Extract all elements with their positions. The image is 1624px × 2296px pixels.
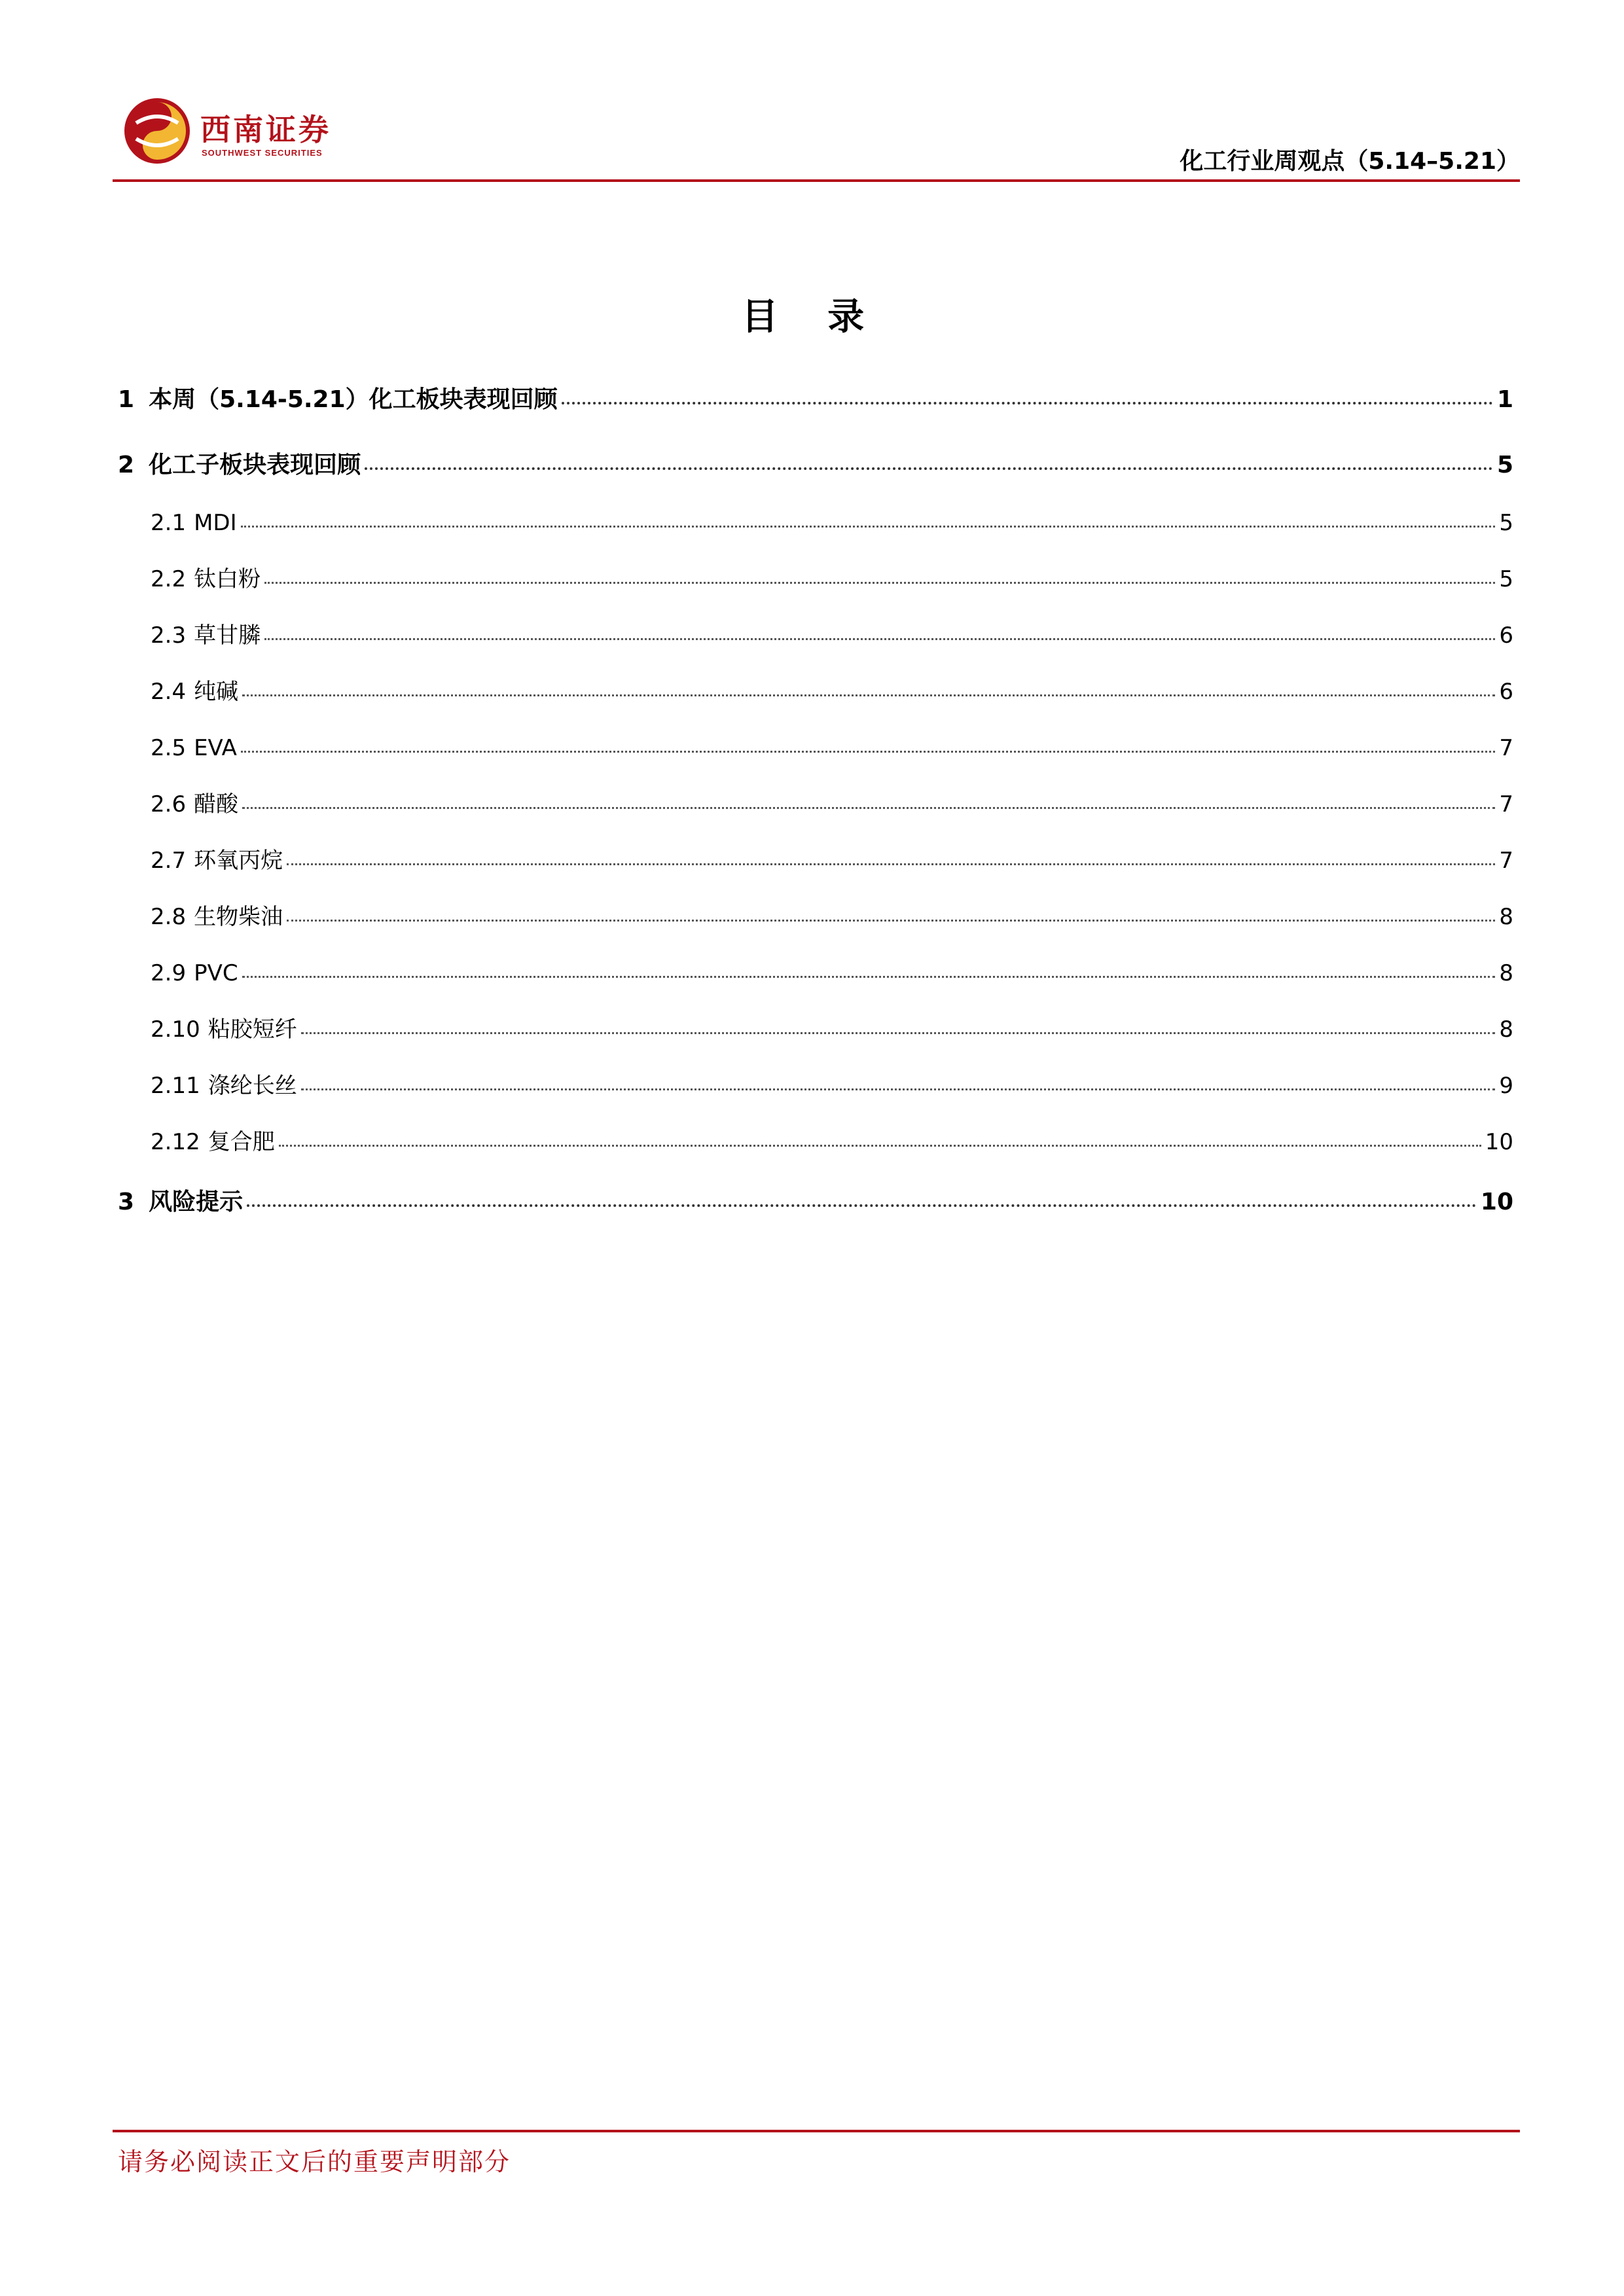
toc-entry-2-10[interactable] (151, 1013, 1513, 1046)
toc-entry-page: 8 (1499, 904, 1513, 930)
toc-leader-dots (242, 807, 1495, 809)
toc-entry-text: MDI (194, 510, 237, 536)
toc-entry-2-6[interactable] (151, 788, 1513, 821)
toc-entry-page: 8 (1499, 960, 1513, 986)
toc-leader-dots (279, 1145, 1481, 1147)
toc-entry-text: 风险提示 (149, 1189, 244, 1215)
toc-leader-dots (287, 920, 1495, 922)
toc-entry-2-2[interactable] (151, 563, 1513, 596)
logo-chinese-name: 西南证券 (200, 112, 331, 147)
toc-entry-1[interactable] (118, 384, 1513, 416)
toc-leader-dots (242, 694, 1495, 696)
toc-entry-text: 环氧丙烷 (194, 848, 283, 874)
toc-entry-text: 生物柴油 (194, 904, 283, 930)
toc-entry-page: 6 (1499, 622, 1513, 649)
toc-entry-2-8[interactable] (151, 901, 1513, 933)
toc-entry-2-7[interactable] (151, 844, 1513, 877)
toc-leader-dots (301, 1032, 1496, 1034)
toc-leader-dots (264, 582, 1495, 584)
toc-entry-page: 5 (1496, 452, 1513, 478)
toc-leader-dots (562, 402, 1493, 404)
toc-entry-number: 2.3 (151, 622, 187, 649)
footer-disclaimer: 请务必阅读正文后的重要声明部分 (118, 2147, 511, 2176)
toc-leader-dots (241, 751, 1495, 753)
report-title: 化工行业周观点（5.14–5.21） (1180, 148, 1520, 175)
toc-entry-text: 涤纶长丝 (208, 1073, 297, 1099)
toc-entry-number: 2.7 (151, 848, 187, 874)
toc-entry-number: 2.4 (151, 679, 187, 705)
logo-english-name: SOUTHWEST SECURITIES (202, 148, 323, 158)
toc-leader-dots (365, 467, 1493, 470)
toc-entry-text: PVC (194, 960, 238, 986)
toc-entry-page: 6 (1499, 679, 1513, 705)
toc-entry-text: 化工子板块表现回顾 (149, 452, 361, 478)
toc-entry-page: 8 (1499, 1016, 1513, 1043)
toc-entry-number: 2.10 (151, 1016, 200, 1043)
toc-entry-2-4[interactable] (151, 675, 1513, 708)
toc-leader-dots (247, 1204, 1477, 1207)
company-logo (123, 97, 333, 169)
toc-entry-text: 纯碱 (194, 679, 239, 705)
toc-entry-2-11[interactable] (151, 1069, 1513, 1102)
toc-entry-number: 2.9 (151, 960, 187, 986)
toc-entry-page: 10 (1480, 1189, 1513, 1215)
toc-leader-dots (301, 1088, 1496, 1090)
toc-entry-page: 7 (1499, 791, 1513, 817)
toc-entry-2[interactable] (118, 449, 1513, 482)
toc-entry-2-3[interactable] (151, 619, 1513, 652)
toc-entry-text: EVA (194, 735, 237, 761)
toc-entry-number: 1 (118, 386, 135, 413)
toc-entry-2-9[interactable] (151, 957, 1513, 990)
toc-entry-text: 复合肥 (208, 1129, 275, 1155)
toc-leader-dots (241, 526, 1496, 528)
toc-entry-number: 2.8 (151, 904, 187, 930)
footer-divider (113, 2130, 1520, 2132)
toc-leader-dots (242, 976, 1496, 978)
toc-entry-page: 5 (1499, 510, 1513, 536)
header-divider (113, 179, 1520, 182)
toc-entry-number: 2 (118, 452, 135, 478)
toc-leader-dots (264, 638, 1495, 640)
logo-mark-icon (123, 97, 191, 165)
toc-entry-page: 5 (1499, 566, 1513, 592)
toc-entry-number: 2.6 (151, 791, 187, 817)
toc-entry-number: 2.5 (151, 735, 187, 761)
toc-leader-dots (287, 863, 1495, 865)
toc-entry-2-1[interactable] (151, 507, 1513, 539)
toc-entry-page: 7 (1499, 735, 1513, 761)
toc-entry-text: 草甘膦 (194, 622, 261, 649)
toc-entry-number: 2.2 (151, 566, 187, 592)
toc-entry-number: 2.12 (151, 1129, 200, 1155)
toc-entry-page: 7 (1499, 848, 1513, 874)
toc-entry-number: 2.1 (151, 510, 187, 536)
toc-entry-number: 2.11 (151, 1073, 200, 1099)
toc-entry-number: 3 (118, 1189, 135, 1215)
toc-entry-2-5[interactable] (151, 732, 1513, 764)
toc-entry-page: 9 (1499, 1073, 1513, 1099)
toc-entry-2-12[interactable] (151, 1126, 1513, 1158)
toc-entry-page: 1 (1496, 386, 1513, 413)
toc-entry-text: 醋酸 (194, 791, 239, 817)
toc-entry-3[interactable] (118, 1186, 1513, 1219)
toc-entry-page: 10 (1485, 1129, 1513, 1155)
toc-entry-text: 钛白粉 (194, 566, 261, 592)
toc-title: 目 录 (741, 295, 883, 338)
toc-entry-text: 本周（5.14-5.21）化工板块表现回顾 (149, 386, 558, 413)
toc-entry-text: 粘胶短纤 (208, 1016, 297, 1043)
